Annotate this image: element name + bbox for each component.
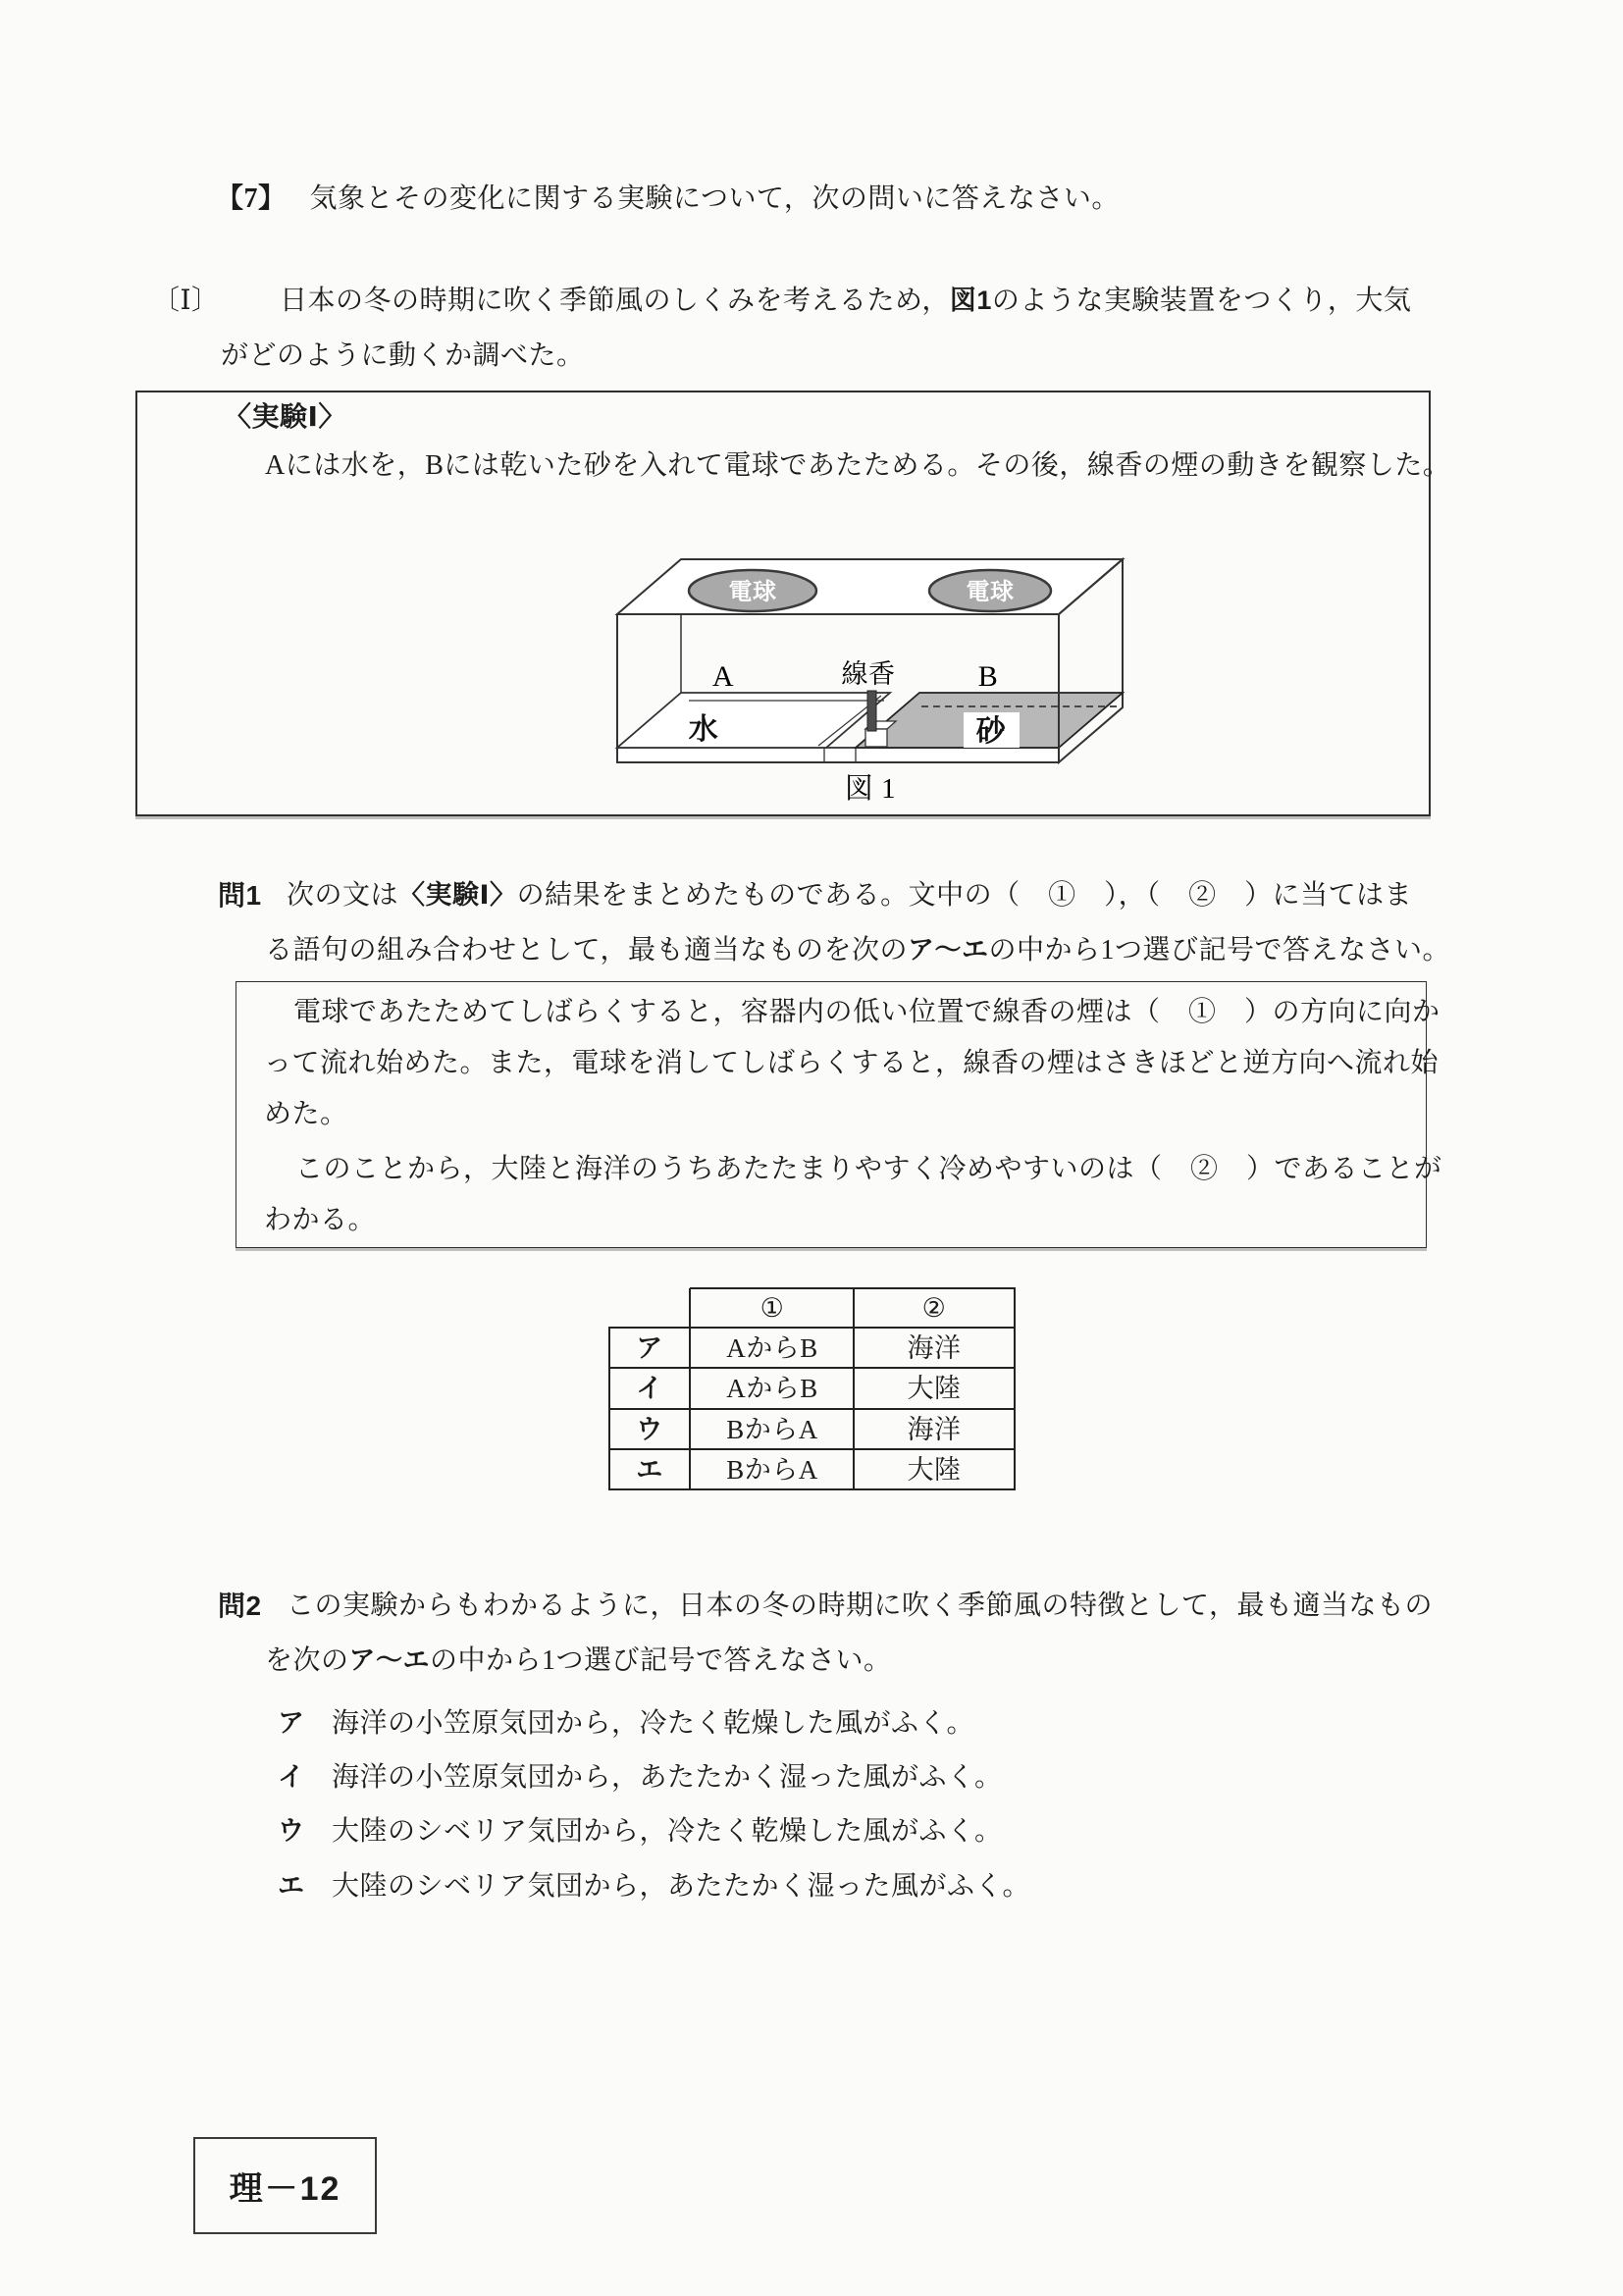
q1-answer-table xyxy=(608,1287,1017,1490)
table-cell: 大陸 xyxy=(907,1454,962,1485)
figure1-apparatus xyxy=(547,537,1145,816)
q2-option-key: エ xyxy=(278,1871,305,1901)
q2-option-key: ウ xyxy=(278,1816,305,1846)
q1-line1-b: の結果をまとめたものである。文中の（ ① ），（ ② ）に当てはま xyxy=(516,880,1413,911)
q1-choice-range: ア～エ xyxy=(907,935,989,965)
q2-option-text: 海洋の小笠原気団から，あたたかく湿った風がふく。 xyxy=(332,1762,1003,1793)
bulb-left-label: 電球 xyxy=(728,579,777,605)
label-b: B xyxy=(977,660,999,693)
problem-title: 気象とその変化に関する実験について，次の問いに答えなさい。 xyxy=(309,183,1120,214)
table-header-2: ② xyxy=(921,1292,947,1323)
q2-line1: この実験からもわかるように，日本の冬の時期に吹く季節風の特徴として，最も適当なもの xyxy=(287,1591,1433,1621)
q1-label: 問1 xyxy=(218,880,262,911)
sand-label: 砂 xyxy=(975,715,1007,748)
problem-number: 【7】 xyxy=(216,183,287,214)
base-board xyxy=(617,748,1059,762)
table-cell: AからB xyxy=(726,1373,818,1403)
figure1-reference: 図1 xyxy=(949,286,992,315)
experiment-body: Aには水を，Bには乾いた砂を入れて電球であたためる。その後，線香の煙の動きを観察した。 xyxy=(265,450,1451,481)
q1-line1-a: 次の文は xyxy=(287,880,399,911)
figure1-caption: 図 1 xyxy=(844,773,897,805)
q2-option-text: 大陸のシベリア気団から，あたたかく湿った風がふく。 xyxy=(332,1871,1030,1902)
problem-heading xyxy=(216,183,1120,216)
q1-line2 xyxy=(265,934,1450,967)
q2-option-key: イ xyxy=(278,1762,305,1792)
table-cell: BからA xyxy=(726,1414,818,1444)
table-row-key: ウ xyxy=(636,1414,663,1444)
page-number: 理－12 xyxy=(229,2170,341,2208)
q1-line1 xyxy=(287,879,1412,913)
table-row-key: エ xyxy=(636,1454,663,1485)
result-line4: このことから，大陸と海洋のうちあたたまりやすく冷めやすいのは（ ② ）であることが xyxy=(295,1154,1442,1184)
section1-line1-a: 日本の冬の時期に吹く季節風のしくみを考えるため， xyxy=(280,286,950,316)
q2-option-text: 大陸のシベリア気団から，冷たく乾燥した風がふく。 xyxy=(332,1816,1003,1847)
q2-choice-range: ア～エ xyxy=(348,1645,431,1675)
experiment-box xyxy=(135,391,1451,816)
q2-line2-a: を次の xyxy=(265,1645,349,1676)
experiment-heading: 〈実験Ⅰ〉 xyxy=(224,401,346,432)
q1-experiment-ref: 〈実験Ⅰ〉 xyxy=(398,880,517,910)
q1-line2-a: る語句の組み合わせとして，最も適当なものを次の xyxy=(265,935,908,965)
result-line2: って流れ始めた。また，電球を消してしばらくすると，線香の煙はさきほどと逆方向へ流れ始 xyxy=(264,1048,1440,1078)
q2-option-text: 海洋の小笠原気団から，冷たく乾燥した風がふく。 xyxy=(332,1708,974,1739)
section1-label: 〔Ⅰ〕 xyxy=(152,286,220,316)
incense-stick xyxy=(867,691,876,731)
result-line3: めた。 xyxy=(264,1099,348,1129)
table-cell: AからB xyxy=(726,1332,818,1363)
incense-holder xyxy=(865,729,887,747)
q1-line2-c: の中から1つ選び記号で答えなさい。 xyxy=(988,935,1450,965)
q1-result-box xyxy=(236,981,1442,1248)
table-row-key: ア xyxy=(636,1332,663,1363)
table-cell: 海洋 xyxy=(907,1332,962,1363)
section1-line1 xyxy=(280,285,1411,318)
table-header-1: ① xyxy=(759,1292,785,1323)
q2-line2-c: の中から1つ選び記号で答えなさい。 xyxy=(430,1645,892,1676)
table-row-key: イ xyxy=(636,1373,663,1403)
bulb-right-label: 電球 xyxy=(966,579,1015,605)
page-number-box xyxy=(193,2137,377,2234)
section1-line1-b: のような実験装置をつくり，大気 xyxy=(991,286,1412,316)
table-cell: 大陸 xyxy=(907,1373,962,1403)
table-cell: BからA xyxy=(726,1454,818,1485)
table-cell: 海洋 xyxy=(907,1414,962,1444)
label-a: A xyxy=(711,660,735,693)
result-line1: 電球であたためてしばらくすると，容器内の低い位置で線香の煙は（ ① ）の方向に向か xyxy=(293,997,1440,1027)
incense-label: 線香 xyxy=(841,659,896,689)
result-line5: わかる。 xyxy=(264,1205,377,1235)
q2-option-key: ア xyxy=(278,1708,305,1738)
water-label: 水 xyxy=(688,713,719,746)
q2-label: 問2 xyxy=(218,1591,262,1621)
q2-line2 xyxy=(265,1644,892,1678)
section1-line2: がどのように動くか調べた。 xyxy=(221,340,585,371)
